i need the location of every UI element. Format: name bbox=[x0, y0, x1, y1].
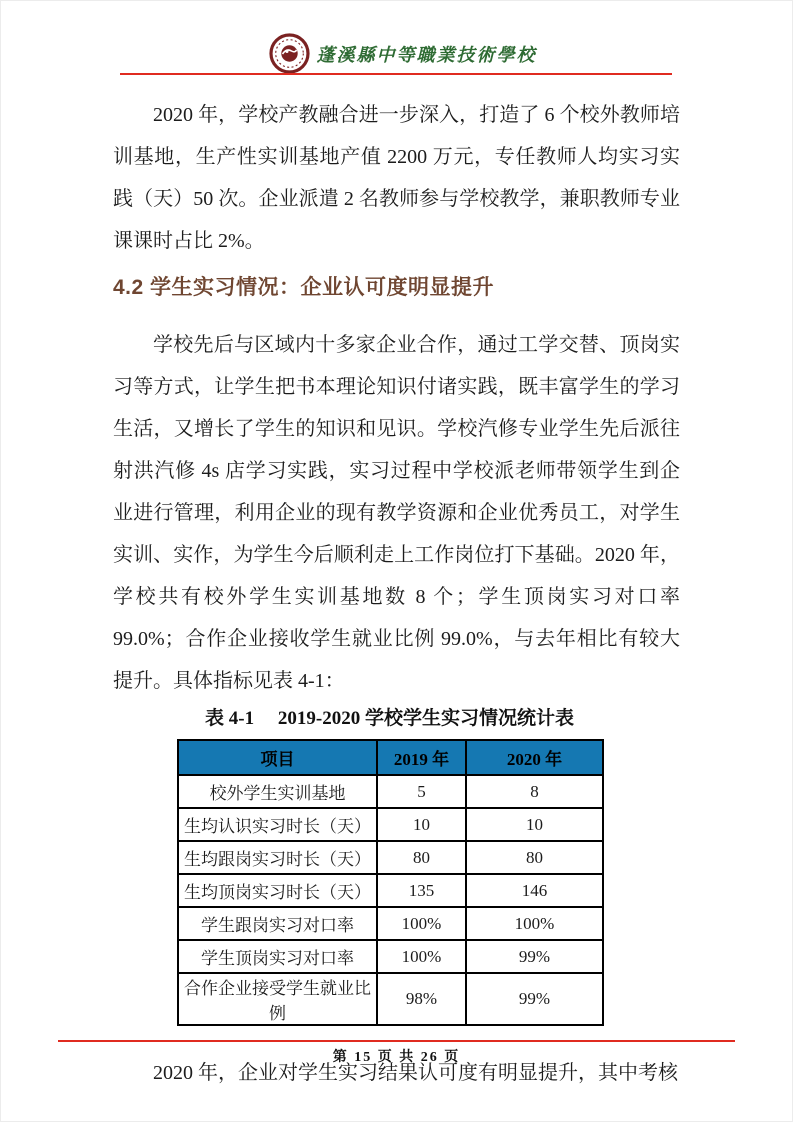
table-cell: 生均顶岗实习时长（天） bbox=[178, 874, 377, 907]
table-row bbox=[178, 808, 603, 841]
table-cell: 80 bbox=[466, 841, 603, 874]
table-cell: 100% bbox=[377, 907, 466, 940]
page-header bbox=[6, 33, 793, 74]
school-name: 蓬溪縣中等職業技術學校 bbox=[316, 44, 537, 65]
page-number: 第 15 页 共 26 页 bbox=[332, 1050, 461, 1065]
school-seal-icon bbox=[269, 33, 310, 74]
table-row bbox=[178, 973, 603, 1025]
table-cell: 8 bbox=[466, 775, 603, 808]
table-cell: 学生顶岗实习对口率 bbox=[178, 940, 377, 973]
table-header-cell: 项目 bbox=[178, 740, 377, 775]
table-cell: 99% bbox=[466, 940, 603, 973]
internship-stats-table bbox=[177, 739, 604, 1026]
table-header-cell: 2020 年 bbox=[466, 740, 603, 775]
table-row bbox=[178, 841, 603, 874]
table-cell: 生均跟岗实习时长（天） bbox=[178, 841, 377, 874]
table-caption: 表 4-1 2019-2020 学校学生实习情况统计表 bbox=[205, 708, 574, 729]
table-cell: 100% bbox=[377, 940, 466, 973]
table-cell: 10 bbox=[377, 808, 466, 841]
table-cell: 146 bbox=[466, 874, 603, 907]
table-cell: 80 bbox=[377, 841, 466, 874]
table-cell: 10 bbox=[466, 808, 603, 841]
page-content bbox=[113, 94, 680, 1094]
paragraph: 2020 年，企业对学生实习结果认可度有明显提升，其中考核 bbox=[153, 1062, 678, 1084]
header-divider-line bbox=[120, 73, 672, 75]
section-heading: 4.2 学生实习情况：企业认可度明显提升 bbox=[113, 276, 495, 299]
table-cell: 135 bbox=[377, 874, 466, 907]
paragraph: 2020 年，学校产教融合进一步深入，打造了 6 个校外教师培训基地，生产性实训基地产值 2200 万元，专任教师人均实习实践（天）50 次。企业派遣 2 名教师参与学校教学，兼职教师专业课课时占比 2%。 bbox=[113, 104, 680, 252]
table-cell: 5 bbox=[377, 775, 466, 808]
table-cell: 校外学生实训基地 bbox=[178, 775, 377, 808]
table-row bbox=[178, 874, 603, 907]
paragraph: 学校先后与区域内十多家企业合作，通过工学交替、顶岗实习等方式，让学生把书本理论知识付诸实践，既丰富学生的学习生活，又增长了学生的知识和见识。学校汽修专业学生先后派往射洪汽修 4s 店学习实践，实习过程中学校派老师带领学生到企业进行管理，利用企业的现有教学资源和企业优秀员工，对学生实训、实作，为学生今后顺利走上工作岗位打下基础。2020 年，学校共有校外学生实训基地数 8 个；学生顶岗实习对口率 99.0%；合作企业接收学生就业比例 99.0%，与去年相比有较大提升。具体指标见表 4-1： bbox=[113, 334, 680, 692]
table-header-row bbox=[178, 740, 603, 775]
table-cell: 生均认识实习时长（天） bbox=[178, 808, 377, 841]
table-cell: 100% bbox=[466, 907, 603, 940]
table-cell: 合作企业接受学生就业比例 bbox=[178, 973, 377, 1025]
table-cell: 99% bbox=[466, 973, 603, 1025]
table-row bbox=[178, 940, 603, 973]
table-row bbox=[178, 775, 603, 808]
table-row bbox=[178, 907, 603, 940]
footer-divider-line bbox=[58, 1040, 735, 1042]
table-header-cell: 2019 年 bbox=[377, 740, 466, 775]
table-cell: 98% bbox=[377, 973, 466, 1025]
table-cell: 学生跟岗实习对口率 bbox=[178, 907, 377, 940]
